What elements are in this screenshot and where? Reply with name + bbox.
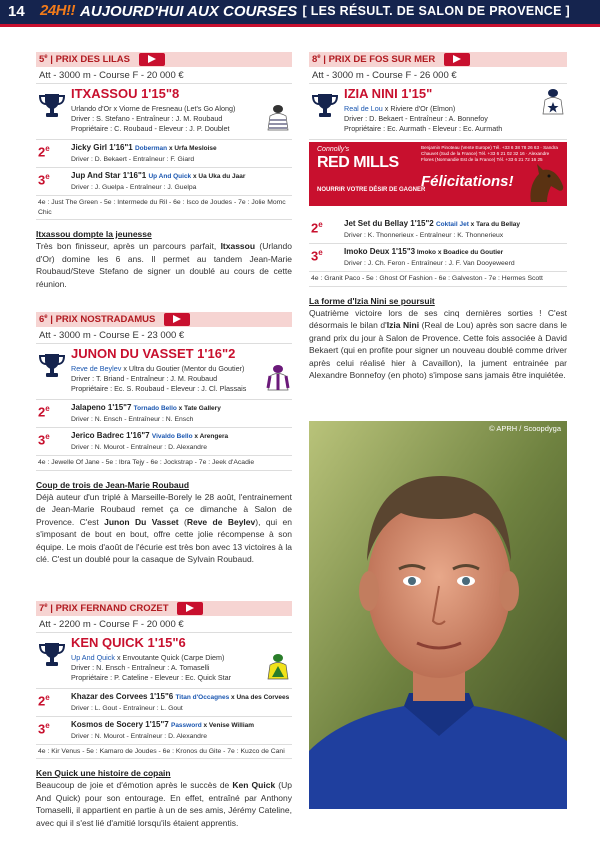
logo-text: 24H <box>40 2 67 19</box>
place-number: 3 <box>38 720 46 736</box>
place-driver: Driver : K. Thonnerieux - Entraîneur : K. Thonnerieux <box>344 232 504 239</box>
place-row <box>309 244 567 272</box>
winner-owner: Propriétaire : P. Cateline - Eleveur : Ec. Quick Star <box>71 672 232 682</box>
trophy-icon <box>38 92 66 118</box>
race-number-value: 6 <box>39 314 45 326</box>
place-horse <box>344 244 567 259</box>
place-sup: e <box>45 172 50 181</box>
place-horse <box>344 216 567 231</box>
place-dam: x Tara du Bellay <box>468 221 521 228</box>
place-sire: Tornado Bello <box>133 405 177 412</box>
place-driver: Driver : L. Gout - Entraîneur : L. Gout <box>71 704 183 712</box>
trophy-icon <box>38 641 66 667</box>
place-driver: Driver : J. Guelpa - Entraîneur : J. Guelpa <box>71 184 197 191</box>
article <box>309 287 567 383</box>
video-play-icon[interactable] <box>139 53 165 66</box>
winner-pedigree: Urlando d'Or x Viorne de Fresneau (Let's Go Along) <box>71 104 236 113</box>
place-number: 3 <box>38 172 46 188</box>
article <box>36 759 292 829</box>
article-title: Ken Quick une histoire de copain <box>36 768 171 778</box>
race-conditions: Att - 3000 m - Course F - 26 000 € <box>309 67 567 84</box>
video-play-icon[interactable] <box>177 602 203 615</box>
place-row <box>309 216 567 244</box>
place-horse <box>71 140 292 155</box>
race-header <box>36 52 292 67</box>
place-position <box>311 220 323 235</box>
place-driver: Driver : D. Bekaert - Entraîneur : F. Giard <box>71 156 195 163</box>
winner-pedigree <box>71 364 244 373</box>
race-title: | PRIX DE FOS SUR MER <box>320 54 436 66</box>
place-sup: e <box>45 432 50 441</box>
race-header <box>36 601 292 616</box>
logo-accent: !! <box>66 2 76 19</box>
place-sire: Vivaldo Bello <box>151 433 193 440</box>
place-driver: Driver : N. Ensch - Entraîneur : N. Ensch <box>71 416 194 423</box>
jockey-silks-icon <box>266 364 290 394</box>
winner-block <box>36 84 292 140</box>
place-position <box>38 404 50 419</box>
article-text: (Up And Quick) pour son entourage. En effet, entraîné par Anthony Tomaselli, il appartient en partie à un de ses amis, Jérémy Cateline, avec qui il s'est lié d'amitié lorsqu'ils étaient apprentis. <box>36 780 292 828</box>
place-position <box>38 432 50 447</box>
place-sup: e <box>318 248 323 257</box>
ad-spacer <box>309 206 567 216</box>
race-block <box>36 601 292 760</box>
place-horse <box>71 400 292 415</box>
article-bold: Itxassou <box>220 241 256 251</box>
place-sire: Titan d'Occagnes <box>175 693 230 701</box>
article-bold: Ken Quick <box>232 780 276 790</box>
place-driver: Driver : J. Ch. Feron - Entraîneur : J. F. Van Dooyeweerd <box>344 260 515 267</box>
article-bold: Reve de Beylev <box>186 516 256 527</box>
horse-head-icon <box>517 160 565 202</box>
trophy-icon <box>38 352 66 378</box>
race-block <box>36 312 292 471</box>
winner-driver: Driver : S. Stefano - Entraîneur : J. M. Roubaud <box>71 114 223 123</box>
winner-dam: x Ultra du Goutier (Mentor du Goutier) <box>121 364 245 373</box>
page-header <box>0 0 600 24</box>
winner-driver: Driver : T. Briand - Entraîneur : J. M. Roubaud <box>71 374 218 383</box>
place-horse-name: Jet Set du Bellay 1'15"2 <box>344 219 434 228</box>
winner-driver: Driver : N. Ensch - Entraîneur : A. Tomaselli <box>71 662 210 672</box>
race-conditions: Att - 2200 m - Course F - 20 000 € <box>36 616 292 633</box>
winner-sire: Reve de Beylev <box>71 364 122 373</box>
place-driver: Driver : N. Mourot - Entraîneur : D. Alexandre <box>71 732 207 740</box>
place-row <box>36 140 292 168</box>
article-text: Très bon finisseur, après un parcours parfait, <box>36 241 221 251</box>
place-horse-name: Imoko Deux 1'15"3 <box>344 247 416 256</box>
video-play-icon[interactable] <box>164 313 190 326</box>
jockey-silks-icon <box>541 88 565 118</box>
winner-sire: Real de Lou <box>344 104 383 113</box>
article-body <box>309 307 567 383</box>
ad-brand-small: Connolly's <box>317 146 350 153</box>
place-position <box>38 144 50 159</box>
article-body <box>36 491 292 567</box>
race-number-value: 7 <box>39 602 45 614</box>
race-number-sup: e <box>44 602 48 609</box>
winner-owner: Propriétaire : C. Roubaud - Eleveur : J. P. Doublet <box>71 124 230 133</box>
winner-name: IZIA NINI 1'15" <box>344 86 433 101</box>
winner-pedigree <box>344 104 455 113</box>
place-number: 2 <box>38 692 46 708</box>
article <box>36 220 292 312</box>
race-block <box>309 52 567 287</box>
article-text: ( <box>178 516 187 527</box>
race-number-sup: e <box>44 54 48 60</box>
portrait-illustration <box>309 421 567 809</box>
place-row <box>36 400 292 428</box>
race-number-value: 5 <box>39 54 45 66</box>
place-position <box>311 248 323 263</box>
other-places: 4e : Granit Paco - 5e : Ghost Of Fashion - 6e : Galveston - 7e : Hermes Scott <box>309 272 567 287</box>
place-row <box>36 717 292 745</box>
place-position <box>38 721 50 736</box>
race-number <box>312 54 321 65</box>
place-dam: x Ua Uka du Jaar <box>191 173 246 180</box>
race-title: | PRIX DES LILAS <box>47 54 131 66</box>
article-text: Beaucoup de joie et d'émotion après le succès de <box>36 780 233 790</box>
place-sire: Up And Quick <box>148 173 192 180</box>
race-number-sup: e <box>44 314 48 320</box>
place-horse <box>71 717 292 732</box>
place-horse-name: Kosmos de Socery 1'15"7 <box>71 719 169 729</box>
ad-contacts: Benjamin Pinoteau (Vente Europe) Tél. +33 6 38 78 26 63 · Sandra Chauvet (Sud de la France) Tél. +33 6 21 02 32 16 · Alexandre Flores (Normandie Est de la France) Tél. +33 6 21 72 16 25 <box>421 145 558 162</box>
winner-sire: Up And Quick <box>71 652 115 662</box>
article-bold: Izia Nini <box>386 320 420 331</box>
place-driver: Driver : N. Mourot - Entraîneur : D. Alexandre <box>71 444 207 451</box>
race-conditions: Att - 3000 m - Course E - 23 000 € <box>36 327 292 344</box>
place-position <box>38 693 50 708</box>
place-dam: x Urfa Mesloise <box>167 145 217 152</box>
place-number: 3 <box>311 248 319 264</box>
place-horse <box>71 689 292 704</box>
jockey-silks-icon <box>266 653 290 683</box>
place-number: 2 <box>311 220 319 236</box>
article-text: Déjà auteur d'un triplé à Marseille-Borely le 28 août, l'entrainement de Jean-Marie Roubaud remet ça ce dimanche à Salon de Provence. C'est <box>36 491 292 527</box>
winner-name: KEN QUICK 1'15"6 <box>71 634 186 650</box>
other-places: 4e : Kir Venus - 5e : Kamaro de Joudes - 6e : Kronos du Gite - 7e : Kuzco de Cani <box>36 745 292 760</box>
place-dam: x Una des Corvees <box>229 693 290 701</box>
place-sup: e <box>45 720 50 730</box>
winner-driver: Driver : D. Bekaert - Entraîneur : A. Bonnefoy <box>344 114 488 123</box>
article-title: Itxassou dompte la jeunesse <box>36 229 152 239</box>
winner-name: ITXASSOU 1'15"8 <box>71 86 180 101</box>
left-column <box>36 52 292 829</box>
race-number-value: 8 <box>312 54 318 66</box>
winner-dam: x Envoutante Quick (Carpe Diem) <box>114 652 225 662</box>
place-sire: Doberman <box>134 145 168 152</box>
place-number: 2 <box>38 144 46 160</box>
place-horse-name: Jup And Star 1'16"1 <box>71 171 147 180</box>
place-number: 2 <box>38 404 46 420</box>
section-title: AUJOURD'HUI AUX COURSES <box>80 3 298 20</box>
place-row <box>36 168 292 196</box>
winner-block <box>36 633 292 689</box>
trainer-photo <box>309 421 567 809</box>
other-places: 4e : Just The Green - 5e : Intermede du Ril - 6e : Isco de Joudes - 7e : Jolie Momc Chic <box>36 196 292 220</box>
race-number <box>39 603 48 614</box>
place-row <box>36 689 292 717</box>
article-title: Coup de trois de Jean-Marie Roubaud <box>36 479 190 490</box>
place-horse-name: Khazar des Corvees 1'15"6 <box>71 691 174 701</box>
article-body <box>36 779 292 829</box>
ad-congratulations: Félicitations! <box>421 173 514 190</box>
article-body <box>36 240 292 290</box>
race-number-sup: e <box>317 54 321 60</box>
red-mills-advert[interactable] <box>309 142 567 206</box>
article-bold: Junon Du Vasset <box>104 516 179 527</box>
race-header <box>309 52 567 67</box>
magazine-logo <box>40 2 75 19</box>
ad-tagline: NOURRIR VOTRE DÉSIR DE GAGNER <box>317 187 426 193</box>
place-sup: e <box>45 692 50 702</box>
article <box>36 471 292 601</box>
place-number: 3 <box>38 432 46 448</box>
race-title: | PRIX NOSTRADAMUS <box>47 314 156 326</box>
video-play-icon[interactable] <box>444 53 470 66</box>
race-conditions: Att - 3000 m - Course F - 20 000 € <box>36 67 292 84</box>
place-horse-name: Jicky Girl 1'16"1 <box>71 143 133 152</box>
winner-block <box>309 84 567 140</box>
place-sup: e <box>318 220 323 229</box>
race-block <box>36 52 292 220</box>
jockey-silks-icon <box>266 104 290 134</box>
place-dam: x Tate Gallery <box>176 405 221 412</box>
article-text: ), qui en s'imposant de bout en bout, offre cette jolie récompense à son équipe. Le mois d'août de l'écurie est très bon avec 13 victoires à la clé. C'est un doublé pour la casaque de Sylvain Roubaud. <box>36 516 292 565</box>
place-sire: Password <box>170 721 202 729</box>
winner-pedigree <box>71 653 224 662</box>
winner-block <box>36 344 292 400</box>
place-horse-name: Jalapeno 1'15"7 <box>71 403 132 412</box>
place-sup: e <box>45 404 50 413</box>
place-position <box>38 172 50 187</box>
place-dam: x Arengera <box>192 433 229 440</box>
header-divider <box>0 24 600 27</box>
article-text: (Real de Lou) après son sacre dans le grand prix du jour à Salon de Provence. Cette fois associée à David Bekaert (qui en profite pour signer un nouveau doublé comme driver après celui réalisé hier à Cavaillon), la jument entrainée par Alexandre Bonnefoy (en photo) s'impose sans jamais être inquiétée. <box>309 320 567 381</box>
article-text: Quatrième victoire lors de ses cinq dernières sorties ! C'est désormais le bilan d' <box>309 307 567 331</box>
place-sup: e <box>45 144 50 153</box>
place-horse <box>71 168 292 183</box>
race-number <box>39 314 48 325</box>
winner-owner: Propriétaire : Ec. Aurmath - Eleveur : Ec. Aurmath <box>344 124 503 133</box>
winner-dam: x Riviere d'Or (Elmon) <box>382 104 456 113</box>
right-column <box>309 52 567 382</box>
photo-credit: © APRH / Scoopdyga <box>489 424 561 433</box>
article-title: La forme d'Izia Nini se poursuit <box>309 295 435 306</box>
place-horse <box>71 428 292 443</box>
other-places: 4e : Jewelle Of Jane - 5e : Ibra Tejy - 6e : Jockstrap - 7e : Jeek d'Acadie <box>36 456 292 471</box>
article-text: (Urlando d'Or) domine les 6 ans. Il permet au tandem Jean-Marie Roubaud/Steve Stefano de signer un doublé au cours de cette réunion. <box>36 241 292 289</box>
race-number <box>39 54 48 65</box>
place-dam: Imoko x Boadice du Goutier <box>415 249 504 256</box>
winner-name: JUNON DU VASSET 1'16"2 <box>71 346 236 361</box>
place-dam: x Venise William <box>201 721 255 729</box>
race-title: | PRIX FERNAND CROZET <box>47 602 169 614</box>
page-number: 14 <box>8 3 25 20</box>
place-horse-name: Jerico Badrec 1'16"7 <box>71 431 150 440</box>
ad-brand: RED MILLS <box>317 154 399 171</box>
trophy-icon <box>311 92 339 118</box>
winner-owner: Propriétaire : Ec. S. Roubaud - Eleveur : J. Cl. Plassais <box>71 384 247 393</box>
race-header <box>36 312 292 327</box>
section-category: [ LES RÉSULT. DE SALON DE PROVENCE ] <box>302 4 570 18</box>
place-row <box>36 428 292 456</box>
place-sire: Coktail Jet <box>435 221 469 228</box>
